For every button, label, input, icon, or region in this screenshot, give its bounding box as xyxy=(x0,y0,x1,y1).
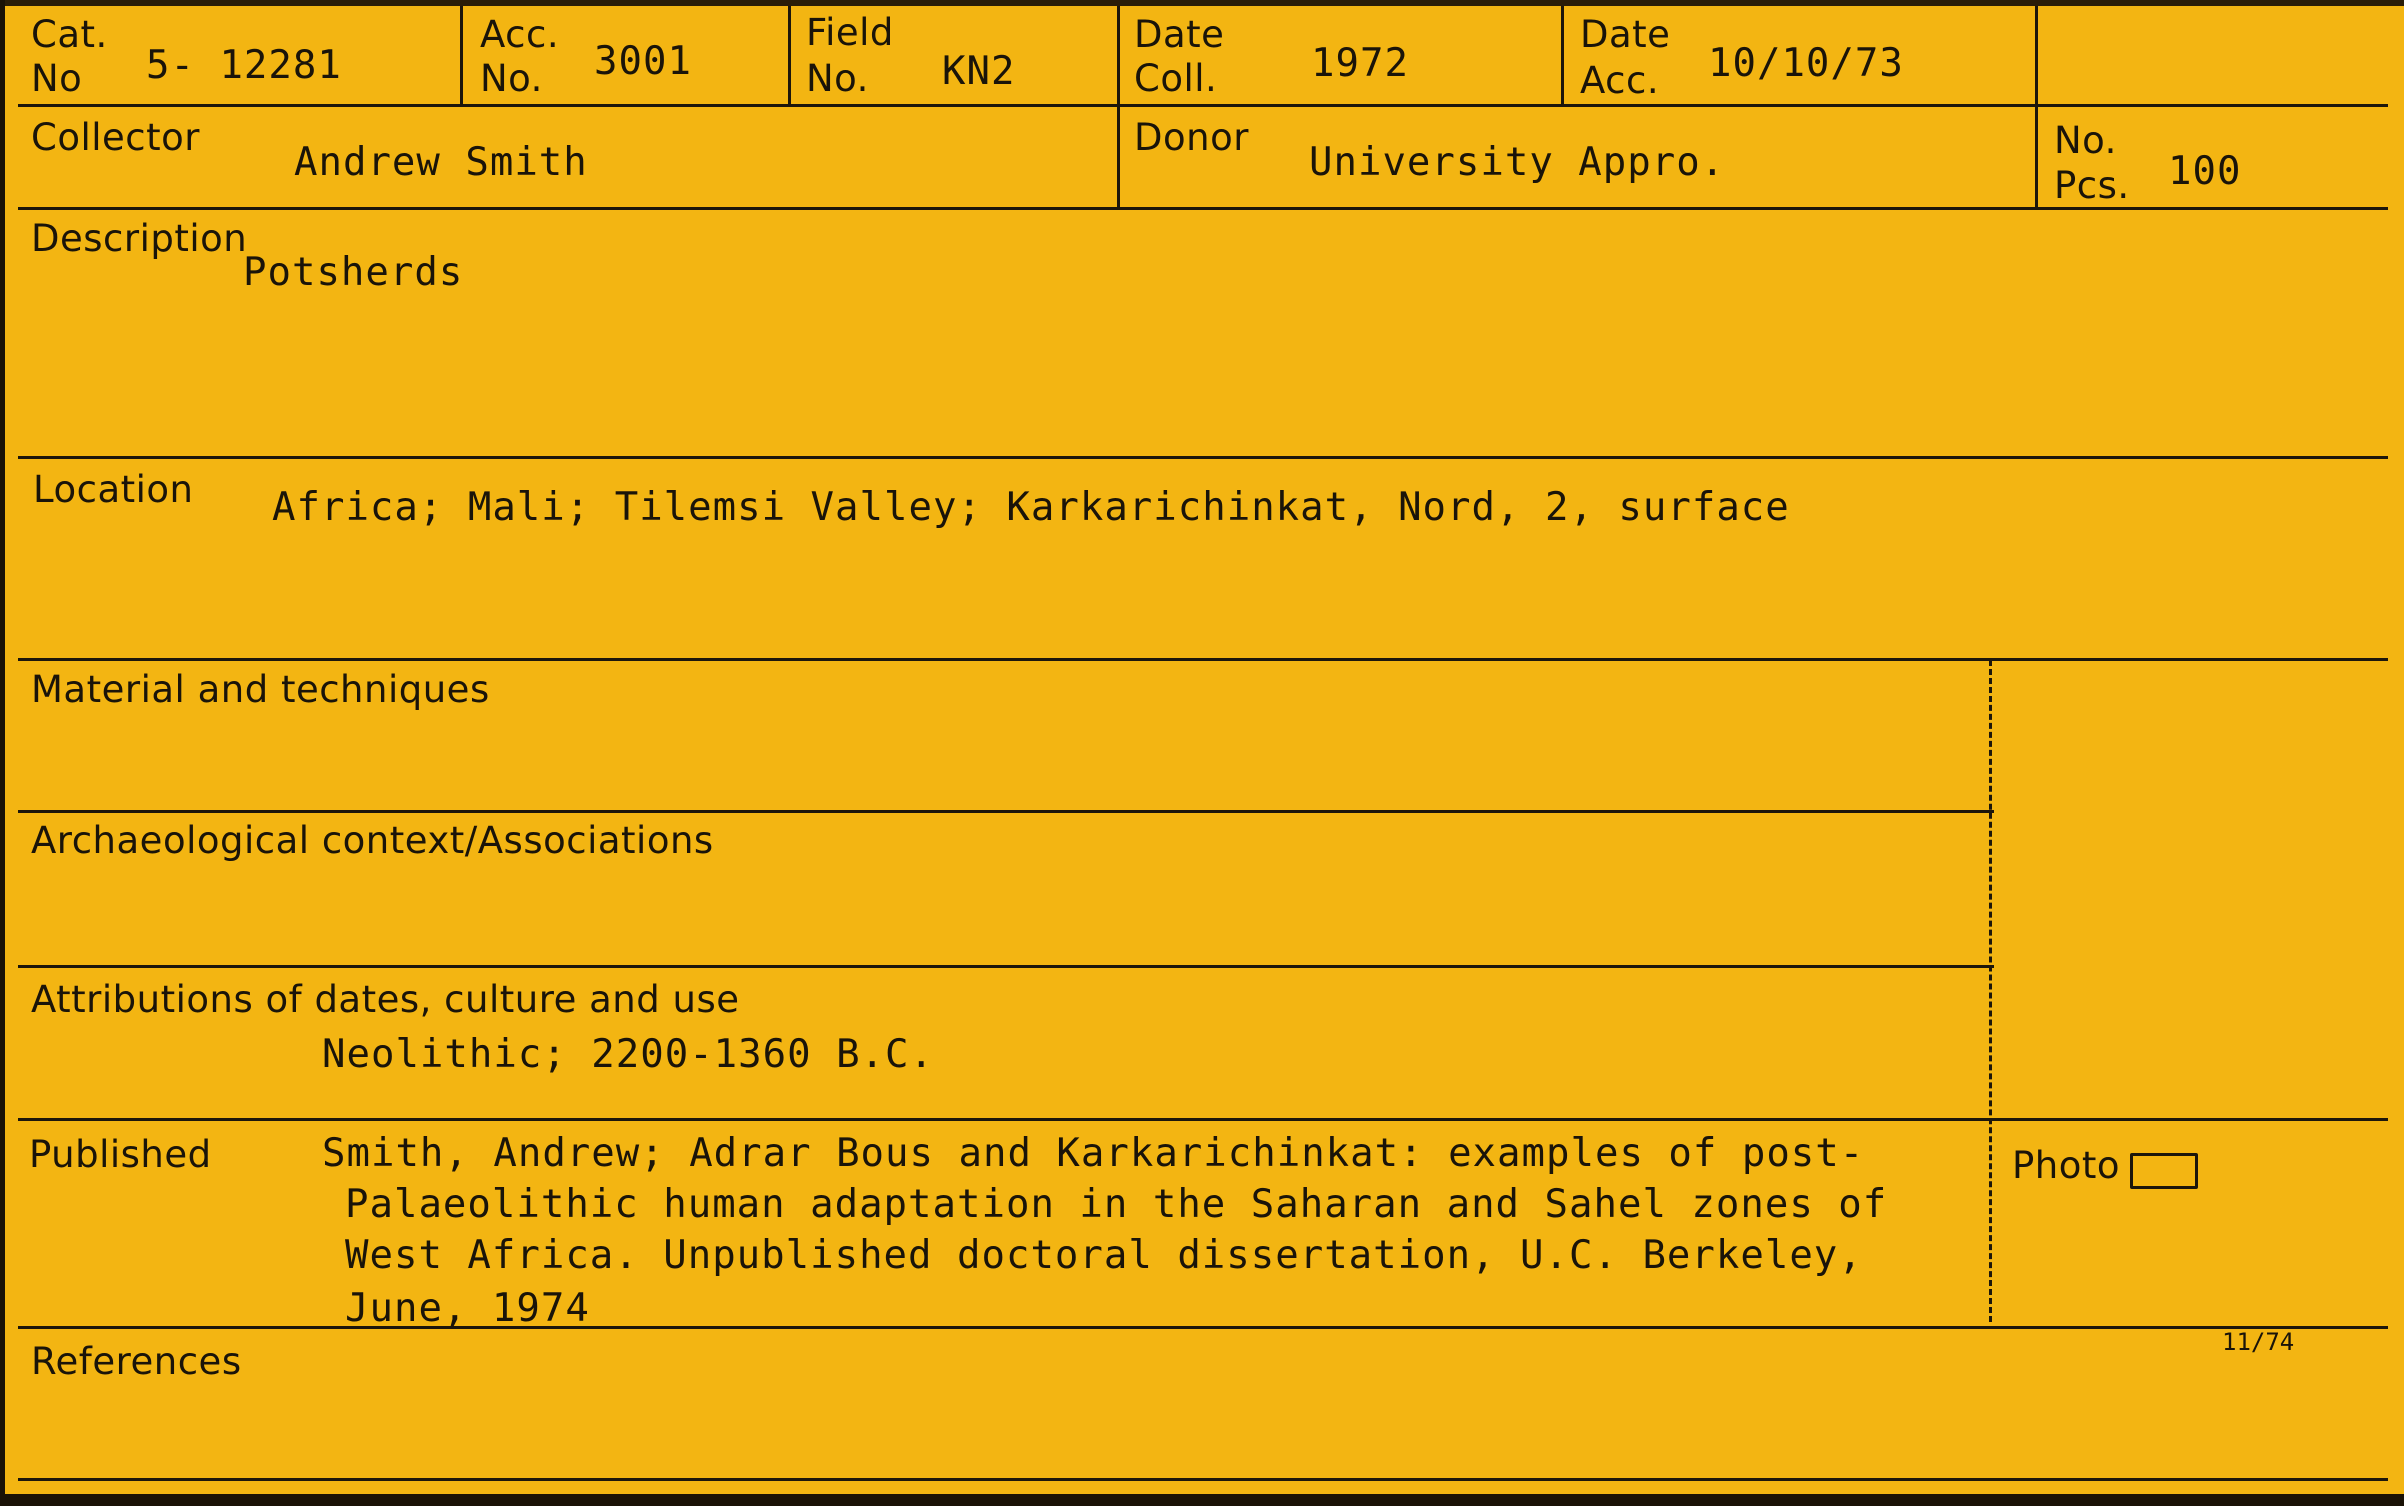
card-bottom-edge xyxy=(0,1494,2404,1506)
description-value: Potsherds xyxy=(243,250,464,295)
published-label: Published xyxy=(29,1133,212,1176)
rule-context xyxy=(18,965,1994,968)
date-acc-label-bottom: Acc. xyxy=(1580,59,1660,102)
cat-no-label-bottom: No xyxy=(31,57,83,100)
rule-header xyxy=(18,104,2388,107)
field-no-value: KN2 xyxy=(942,49,1016,94)
published-line-4: June, 1974 xyxy=(345,1286,590,1331)
photo-label: Photo xyxy=(2012,1144,2121,1187)
date-acc-value: 10/10/73 xyxy=(1708,41,1904,86)
published-line-2: Palaeolithic human adaptation in the Saharan and Sahel zones of xyxy=(345,1182,1888,1227)
published-line-1: Smith, Andrew; Adrar Bous and Karkarichinkat: examples of post- xyxy=(322,1131,1865,1176)
attributions-label: Attributions of dates, culture and use xyxy=(31,978,740,1021)
collector-label: Collector xyxy=(31,116,200,159)
pcs-label-bottom: Pcs. xyxy=(2054,164,2130,207)
acc-no-label-bottom: No. xyxy=(480,57,543,100)
donor-label: Donor xyxy=(1134,116,1249,159)
divider-cat-acc xyxy=(460,6,463,106)
location-value: Africa; Mali; Tilemsi Valley; Karkarichinkat, Nord, 2, surface xyxy=(272,485,1790,530)
acc-no-value: 3001 xyxy=(594,39,692,84)
collector-value: Andrew Smith xyxy=(294,140,588,185)
rule-references xyxy=(18,1478,2388,1481)
dashed-divider-photo xyxy=(1989,660,1992,1322)
published-line-3: West Africa. Unpublished doctoral dissertation, U.C. Berkeley, xyxy=(345,1233,1863,1278)
date-coll-label-top: Date xyxy=(1134,13,1225,56)
date-coll-value: 1972 xyxy=(1311,41,1409,86)
rule-collector xyxy=(18,207,2388,210)
description-label: Description xyxy=(31,217,248,260)
divider-dateacc-pcs xyxy=(2035,6,2038,208)
donor-value: University Appro. xyxy=(1309,140,1726,185)
context-label: Archaeological context/Associations xyxy=(31,819,714,862)
pcs-label-top: No. xyxy=(2054,119,2117,162)
rule-description xyxy=(18,456,2388,459)
card-date-stamp: 11/74 xyxy=(2222,1328,2295,1356)
divider-acc-field xyxy=(788,6,791,106)
pcs-value: 100 xyxy=(2168,149,2242,194)
date-coll-label-bottom: Coll. xyxy=(1134,57,1218,100)
rule-location xyxy=(18,658,2388,661)
date-acc-label-top: Date xyxy=(1580,13,1671,56)
divider-datecoll-dateacc xyxy=(1561,6,1564,106)
field-no-label-top: Field xyxy=(806,11,894,54)
divider-field-datecoll xyxy=(1117,6,1120,208)
material-label: Material and techniques xyxy=(31,668,490,711)
photo-checkbox[interactable] xyxy=(2130,1153,2198,1189)
acc-no-label-top: Acc. xyxy=(480,13,560,56)
card-left-edge xyxy=(0,0,5,1506)
card-top-edge xyxy=(0,0,2404,6)
rule-material xyxy=(18,810,1994,813)
location-label: Location xyxy=(33,468,194,511)
field-no-label-bottom: No. xyxy=(806,57,869,100)
references-label: References xyxy=(31,1340,242,1383)
cat-no-value: 5- 12281 xyxy=(146,43,342,88)
cat-no-label-top: Cat. xyxy=(31,13,108,56)
attributions-value: Neolithic; 2200-1360 B.C. xyxy=(322,1032,934,1077)
rule-attributions xyxy=(18,1118,2388,1121)
